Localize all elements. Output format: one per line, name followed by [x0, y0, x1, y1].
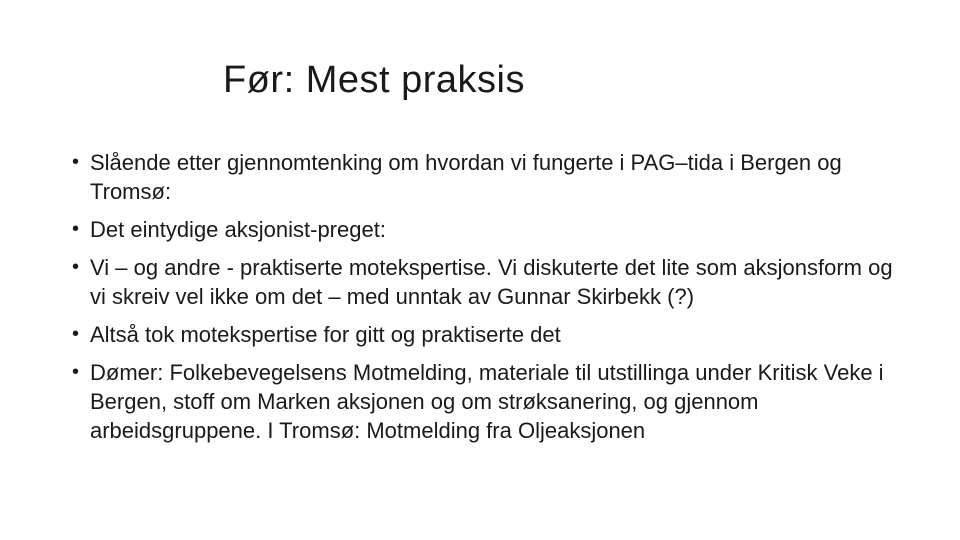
- bullet-item: [72, 215, 902, 244]
- bullet-marker: •: [72, 323, 80, 345]
- bullet-item: [72, 320, 902, 349]
- bullet-text: Dømer: Folkebevegelsens Motmelding, materiale til utstillinga under Kritisk Veke i Bergen, stoff om Marken aksjonen og om strøksanering, og gjennom arbeidsgruppene. I Tromsø: Motmelding fra Oljeaksjonen: [90, 360, 884, 443]
- bullet-text: Det eintydige aksjonist-preget:: [90, 217, 386, 242]
- bullet-marker: •: [72, 361, 80, 383]
- bullet-marker: •: [72, 218, 80, 240]
- bullet-item: [72, 253, 902, 311]
- bullet-marker: •: [72, 151, 80, 173]
- bullet-text: Altså tok motekspertise for gitt og praktiserte det: [90, 322, 561, 347]
- bullet-list: [72, 148, 902, 454]
- bullet-item: [72, 358, 902, 445]
- bullet-item: [72, 148, 902, 206]
- bullet-marker: •: [72, 256, 80, 278]
- slide-title: Før: Mest praksis: [223, 59, 525, 101]
- bullet-text: Vi – og andre - praktiserte motekspertise. Vi diskuterte det lite som aksjonsform og vi skreiv vel ikke om det – med unntak av Gunnar Skirbekk (?): [90, 255, 893, 309]
- bullet-text: Slående etter gjennomtenking om hvordan vi fungerte i PAG–tida i Bergen og Tromsø:: [90, 150, 842, 204]
